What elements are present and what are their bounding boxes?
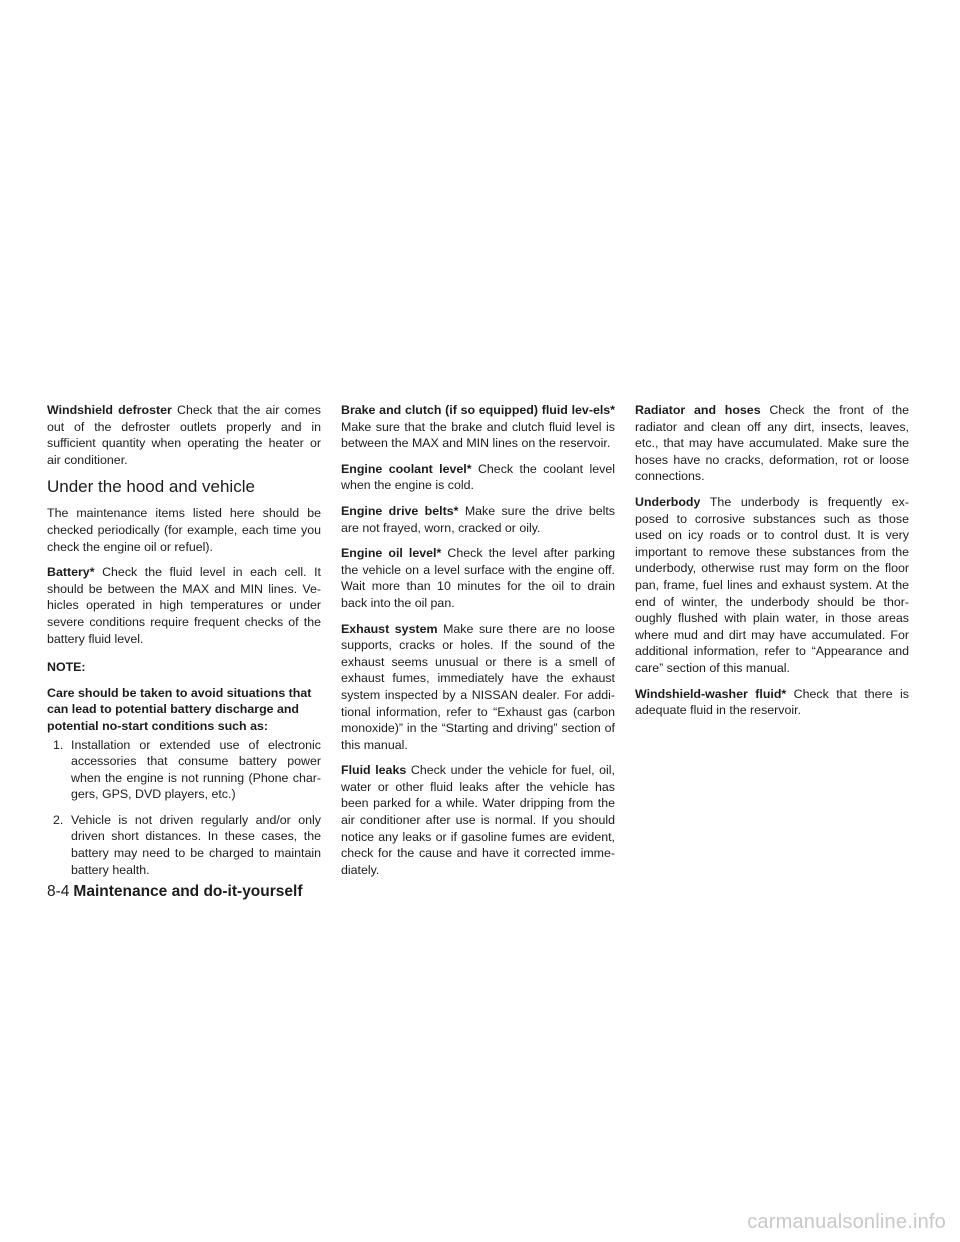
- entry-washer-fluid: [635, 686, 909, 719]
- column-middle: [341, 402, 615, 887]
- page-footer: [47, 883, 303, 901]
- entry-term: Engine drive belts*: [341, 503, 459, 518]
- entry-windshield-defroster: [47, 402, 321, 468]
- entry-text: Make sure that the brake and clutch fluid level is between the MAX and MIN lines on the reservoir.: [341, 419, 615, 451]
- entry-term: Radiator and hoses: [635, 403, 761, 417]
- note-text: Care should be taken to avoid situations that can lead to potential battery discharge and potential no-start conditions such as:: [47, 685, 312, 733]
- entry-term: Brake and clutch (if so equipped) fluid lev-els*: [341, 403, 615, 417]
- entry-text: Make sure there are no loose supports, cracks or holes. If the sound of the exhaust seems unusual or there is a smell of exhaust fumes, immediately have the exhaust system inspected by a NISSAN dealer. For addi-tional information, refer to “Exhaust gas (carbon monoxide)” in the “Starting and driving” section of this manual.: [341, 621, 615, 752]
- entry-radiator-hoses: [635, 402, 909, 485]
- entry-text: Check under the vehicle for fuel, oil, water or other fluid leaks after the vehicle has been parked for a while. Water dripping from the air conditioner after use is normal. If you should notice any leaks or if gasoline fumes are evident, check for the cause and have it corrected imme-diately.: [341, 763, 615, 877]
- entry-term: Windshield-washer fluid*: [635, 686, 787, 701]
- list-item: [47, 737, 321, 803]
- list-item-number: 1.: [53, 737, 64, 752]
- entry-brake-clutch-fluid: [341, 402, 615, 452]
- entry-text: Check the front of the radiator and clean off any dirt, insects, leaves, etc., that may have accumulated. Make sure the hoses have no cracks, deformation, rot or loose connections.: [635, 403, 910, 484]
- chapter-title: Maintenance and do-it-yourself: [73, 883, 303, 900]
- entry-engine-drive-belts: [341, 503, 615, 536]
- entry-text: Check that there is adequate fluid in the reservoir.: [635, 686, 909, 718]
- entry-engine-coolant: [341, 461, 615, 494]
- page-number: 8-4: [47, 883, 70, 900]
- column-right: [635, 402, 909, 728]
- column-left: [47, 402, 321, 887]
- entry-term: Windshield defroster: [47, 403, 172, 417]
- entry-text: Check the level after parking the vehicle on a level surface with the engine off. Wait more than 10 minutes for the oil to drain back into the oil pan.: [341, 546, 615, 610]
- entry-battery: [47, 564, 321, 647]
- entry-term: Underbody: [635, 494, 701, 509]
- entry-term: Engine coolant level*: [341, 461, 472, 476]
- entry-text: Check the fluid level in each cell. It should be between the MAX and MIN lines. Ve-hicles operated in high temperatures or under severe conditions require frequent checks of the battery fluid level.: [47, 565, 321, 646]
- list-item: [47, 812, 321, 878]
- entry-exhaust-system: [341, 621, 615, 754]
- entry-text: The underbody is frequently ex-posed to corrosive substances such as those used on icy roads or to control dust. It is very important to remove these substances from the underbody, otherwise rust may form on the floor pan, frame, fuel lines and exhaust system. At the end of winter, the underbody should be thor-oughly flushed with plain water, in those areas where mud and dirt may have accumulated. For additional information, refer to “Appearance and care” section of this manual.: [635, 494, 910, 675]
- entry-fluid-leaks: [341, 762, 615, 878]
- list-item-number: 2.: [53, 812, 64, 827]
- entry-text: Check the coolant level when the engine is cold.: [341, 461, 615, 493]
- list-item-text: Vehicle is not driven regularly and/or only driven short distances. In these cases, the battery may need to be charged to maintain battery health.: [71, 812, 321, 877]
- entry-term: Battery*: [47, 565, 95, 580]
- entry-term: Exhaust system: [341, 621, 438, 636]
- entry-text: Check that the air comes out of the defroster outlets properly and in sufficient quantity when operating the heater or air conditioner.: [47, 403, 321, 467]
- note-label: NOTE:: [47, 660, 86, 675]
- entry-underbody: [635, 494, 909, 677]
- watermark: carmanualsonline.info: [747, 1211, 946, 1233]
- list-item-text: Installation or extended use of electronic accessories that consume battery power when the engine is not running (Phone char-gers, GPS, DVD players, etc.): [71, 737, 321, 802]
- section-heading: Under the hood and vehicle: [47, 477, 255, 497]
- entry-term: Engine oil level*: [341, 546, 442, 561]
- intro-paragraph: The maintenance items listed here should be checked periodically (for example, each time you check the engine oil or refuel).: [47, 506, 321, 554]
- entry-term: Fluid leaks: [341, 763, 407, 778]
- note-list: [47, 737, 321, 879]
- entry-engine-oil-level: [341, 545, 615, 611]
- entry-text: Make sure the drive belts are not frayed, worn, cracked or oily.: [341, 503, 615, 535]
